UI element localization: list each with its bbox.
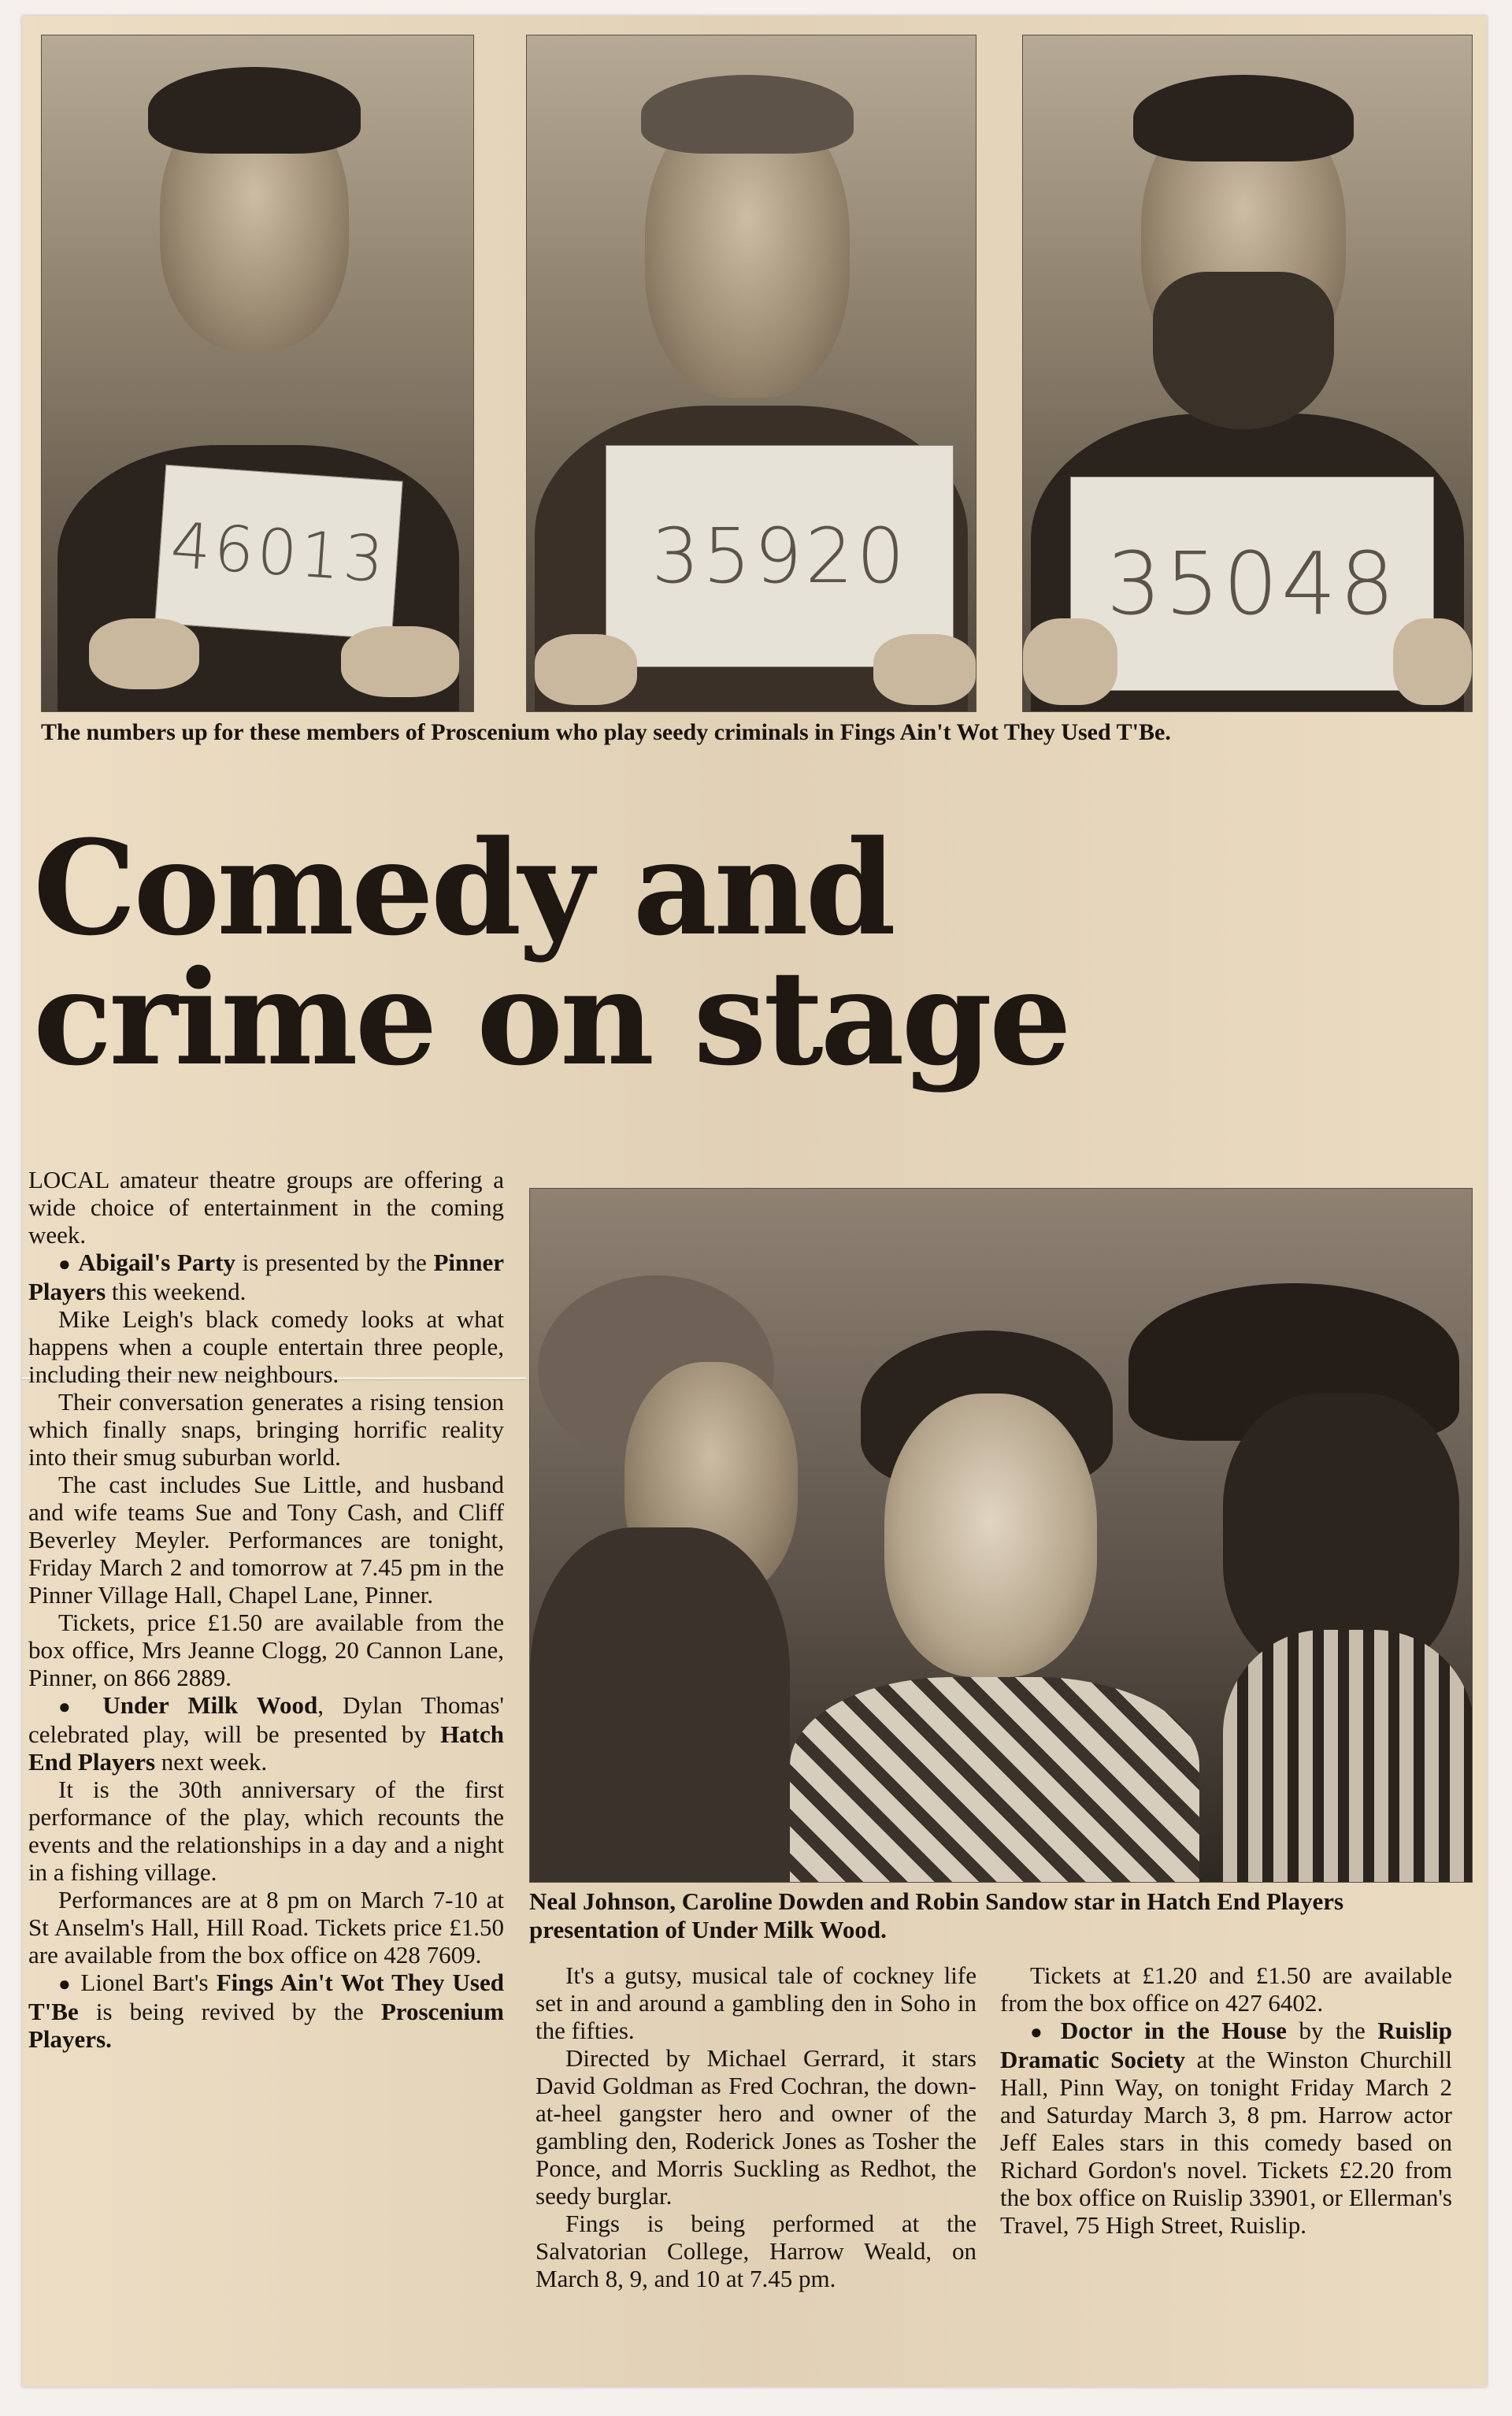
left-actor-body-shape xyxy=(530,1527,790,1883)
fings-paragraph xyxy=(28,1969,504,2053)
text-run: Lionel Bart's xyxy=(80,1969,217,1996)
paragraph: The cast includes Sue Little, and husband and wife teams Sue and Tony Cash, and Cliff Beverley Meyler. Performances are tonight, Friday March 2 and tomorrow at 7.45 pm in the Pinner Village Hall, Chapel Lane, Pinner. xyxy=(28,1471,504,1609)
beard-shape xyxy=(1153,272,1334,429)
paragraph: Tickets at £1.20 and £1.50 are available from the box office on 427 6402. xyxy=(1000,1961,1452,2017)
text-run: is being revived by the xyxy=(78,1998,381,2025)
article-column-1 xyxy=(28,1166,504,2053)
group-photo xyxy=(529,1188,1473,1883)
intro-paragraph xyxy=(28,1166,504,1249)
mugshot-photo-3 xyxy=(1022,35,1473,712)
headline xyxy=(33,811,1069,1094)
paragraph: Fings is being performed at the Salvatorian College, Harrow Weald, on March 8, 9, and 10 at 7.45 pm. xyxy=(536,2210,976,2292)
hair-shape xyxy=(641,75,854,154)
doctor-in-the-house-title: Doctor in the House xyxy=(1060,2017,1287,2044)
group-photo-caption: Neal Johnson, Caroline Dowden and Robin Sandow star in Hatch End Players presentation of Under Milk Wood. xyxy=(529,1887,1344,1943)
text-run: , Dylan Thomas' celebrated play, will be presented by xyxy=(28,1691,504,1748)
hand-right-shape xyxy=(1393,618,1472,705)
mugshot-photo-1 xyxy=(41,35,474,712)
paragraph: Tickets, price £1.50 are available from the box office, Mrs Jeanne Clogg, 20 Cannon Lane, Pinner, on 866 2889. xyxy=(28,1609,504,1691)
hand-left-shape xyxy=(89,618,199,689)
center-woman-face-shape xyxy=(884,1394,1097,1677)
paragraph: Their conversation generates a rising tension which finally snaps, bringing horrific reality into their smug suburban world. xyxy=(28,1388,504,1471)
center-woman-sweater-shape xyxy=(790,1677,1199,1883)
headline-line-2: crime on stage xyxy=(33,941,1069,1094)
text-run: this weekend. xyxy=(106,1278,246,1305)
pinner-players-name: Pinner Players xyxy=(28,1249,504,1305)
fings-title: Fings Ain't Wot They Used T'Be xyxy=(28,1969,504,2025)
article-column-2 xyxy=(536,1961,976,2292)
hand-left-shape xyxy=(1023,618,1117,705)
number-card-2-text: 35920 xyxy=(651,512,908,600)
hatch-end-players-name: Hatch End Players xyxy=(28,1720,504,1776)
text-run: by the xyxy=(1286,2017,1378,2044)
paragraph: It's a gutsy, musical tale of cockney life set in and around a gambling den in Soho in the fifties. xyxy=(536,1961,976,2044)
under-milk-wood-title: Under Milk Wood xyxy=(102,1691,318,1719)
hand-right-shape xyxy=(341,626,459,697)
abigails-party-title: Abigail's Party xyxy=(78,1249,235,1276)
bullet-icon: ● xyxy=(1030,2021,1049,2043)
doctor-in-the-house-paragraph xyxy=(1000,2017,1452,2239)
article-column-3 xyxy=(1000,1961,1452,2239)
proscenium-players-name: Proscenium Players. xyxy=(28,1998,504,2053)
bullet-icon: ● xyxy=(58,1973,73,1995)
abigails-party-paragraph xyxy=(28,1249,504,1305)
text-run: next week. xyxy=(155,1748,268,1776)
paragraph: It is the 30th anniversary of the first performance of the play, which recounts the events and the relationships in a day and a night in a fishing village. xyxy=(28,1776,504,1886)
number-card-1 xyxy=(154,465,402,640)
number-card-3-text: 35048 xyxy=(1106,533,1398,634)
paragraph: Directed by Michael Gerrard, it stars David Goldman as Fred Cochran, the down-at-heel gangster hero and owner of the gambling den, Roderick Jones as Tosher the Ponce, and Morris Suckling as Redhot, the seedy burglar. xyxy=(536,2044,976,2210)
hand-right-shape xyxy=(873,634,976,705)
number-card-3 xyxy=(1070,477,1434,691)
text-run: at the Winston Churchill Hall, Pinn Way, on tonight Friday March 2 and Saturday March 3, 8 pm. Harrow actor Jeff Eales stars in this comedy based on Richard Gordon's novel. Tickets £2.20 from the box office on Ruislip 33901, or Ellerman's Travel, 75 High Street, Ruislip. xyxy=(1000,2046,1452,2239)
hand-left-shape xyxy=(535,634,637,705)
bullet-icon: ● xyxy=(58,1253,72,1275)
intro-text: amateur theatre groups are offering a wide choice of entertainment in the coming week. xyxy=(28,1166,504,1249)
paragraph: Mike Leigh's black comedy looks at what happens when a couple entertain three people, including their new neighbours. xyxy=(28,1305,504,1388)
right-actor-shirt-shape xyxy=(1223,1630,1473,1883)
bullet-icon: ● xyxy=(58,1695,84,1718)
intro-caps: LOCAL xyxy=(28,1166,109,1193)
number-card-2 xyxy=(606,445,954,667)
mugshots-caption: The numbers up for these members of Proscenium who play seedy criminals in Fings Ain't Wot They Used T'Be. xyxy=(41,719,1171,745)
hair-shape xyxy=(1133,75,1354,161)
number-card-1-text: 46013 xyxy=(168,508,390,596)
headline-line-1: Comedy and xyxy=(33,811,893,964)
hair-shape xyxy=(148,67,361,154)
text-run: is presented by the xyxy=(235,1249,434,1276)
paragraph: Performances are at 8 pm on March 7-10 at St Anselm's Hall, Hill Road. Tickets price £1.50 are available from the box office on 428 7609. xyxy=(28,1886,504,1969)
mugshot-photo-2 xyxy=(526,35,976,712)
ruislip-dramatic-society-name: Ruislip Dramatic Society xyxy=(1000,2017,1452,2073)
under-milk-wood-paragraph xyxy=(28,1691,504,1776)
